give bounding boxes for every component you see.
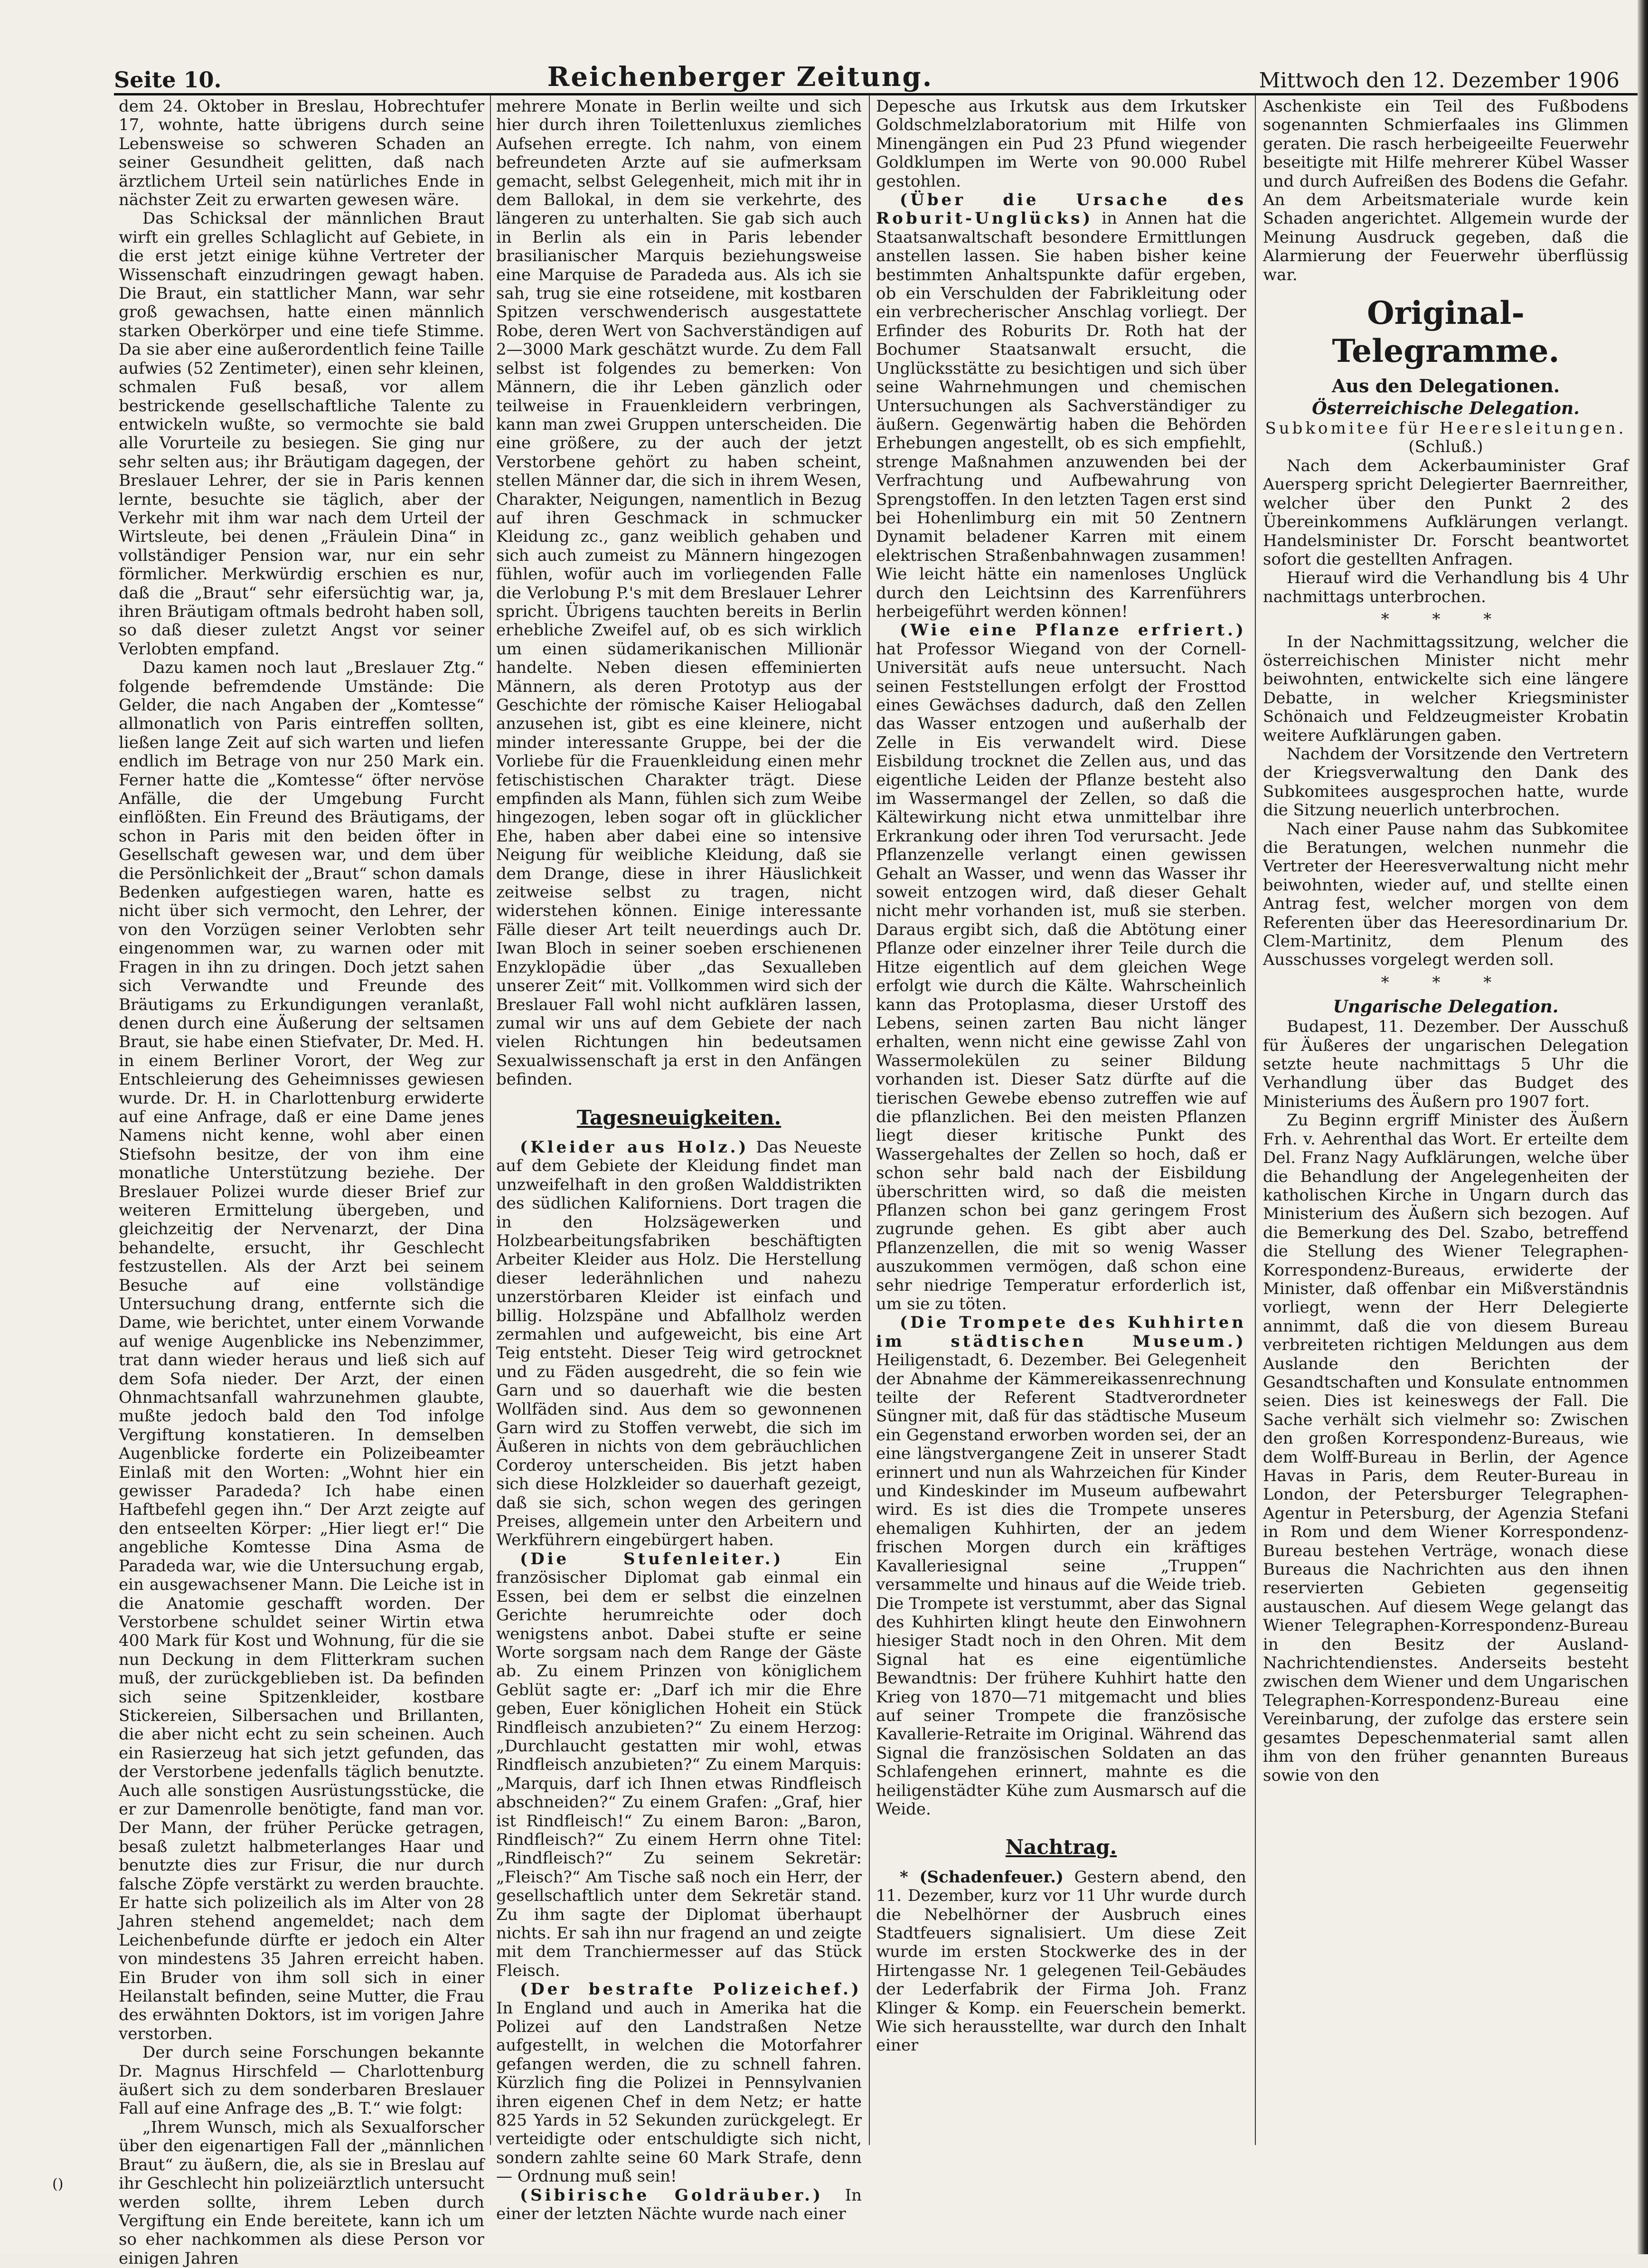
item-text: In England und auch in Amerika hat die Polizei auf den Landstraßen Netze aufgestellt, in welchen die Motorfahrer gefangen werden, die zu schnell fahren. Kürzlich fing die Polizei in Pennsylvanien ihren eigenen Chef in dem Netz; er hatte 825 Yards in 52 Sekunden zurückgelegt. Er verteidigte oder entschuldigte sich nicht, sondern zahlte seine 60 Mark Strafe, denn — Ordnung muß sein! [496, 1998, 862, 2186]
subheading-ungarische-delegation: Ungarische Delegation. [1333, 997, 1559, 1017]
item-text: Gestern abend, den 11. Dezember, kurz vor 11 Uhr wurde durch die Nebelhörner der Ausbruch eines Stadtfeuers signalisiert. Um diese Zeit wurde im ersten Stockwerke des in der Hirtengasse Nr. 1 gelegenen Teil-Gebäudes der Lederfabrik der Firma Joh. Franz Klinger & Komp. ein Feuerschein bemerkt. Wie sich herausstellte, war durch den Inhalt einer [876, 1867, 1246, 2055]
column-divider [869, 95, 870, 2145]
article-paragraph: „Ihrem Wunsch, mich als Sexualforscher über den eigenartigen Fall der „männlichen Braut“ zu äußern, die, als sie in Breslau auf ihr Geschlecht hin polizeiärztlich untersucht werden sollte, ihrem Leben durch Vergiftung ein Ende bereitete, kann ich um so eher nachkommen als diese Person vor einigen Jahren [119, 2117, 484, 2268]
section-heading-tagesneuigkeiten: Tagesneuigkeiten. [576, 1106, 782, 1129]
page-number: Seite 10. [114, 67, 222, 93]
column-2 [496, 97, 862, 2224]
subheading-delegationen: Aus den Delegationen. [1331, 375, 1560, 397]
article-paragraph: Nach dem Ackerbauminister Graf Auersperg spricht Delegierter Baernreither, welcher über den Punkt 2 des Übereinkommens Aufklärungen verlangt. Handelsminister Dr. Forscht beantwortet sofort die gestellten Anfragen. [1263, 456, 1629, 569]
issue-date: Mittwoch den 12. Dezember 1906 [1259, 68, 1620, 93]
column-1 [119, 97, 484, 2268]
subheading-oesterreichische-delegation: Österreichische Delegation. [1312, 398, 1580, 419]
article-paragraph: mehrere Monate in Berlin weilte und sich hier durch ihren Toilettenluxus ziemliches Aufsehen erregte. Ich nahm, von einem befreundeten Arzte auf sie aufmerksam gemacht, selbst Gelegenheit, mich mit ihr in dem Ballokal, in dem sie verkehrte, des längeren zu unterhalten. Sie gab sich auch in Berlin als ein in Paris lebender brasilianischer Marquis beziehungsweise eine Marquise de Paradeda aus. Als ich sie sah, trug sie eine rotseidene, mit kostbaren Spitzen verschwenderisch ausgestattete Robe, deren Wert von Sachverständigen auf 2—3000 Mark geschätzt wurde. Zu dem Fall selbst ist folgendes zu bemerken: Von Männern, die ihr Leben gänzlich oder teilweise in Frauenkleidern verbringen, kann man zwei Gruppen unterscheiden. Die eine größere, zu der auch der jetzt Verstorbene gehört zu haben scheint, stellen Männer dar, die sich in ihrem Wesen, Charakter, Neigungen, namentlich in Bezug auf ihren Geschmack in schmucker Kleidung zc., ganz weiblich gehaben und sich auch zumeist zu Männern hingezogen fühlen, wofür auch im vorliegenden Falle die Verlobung P.'s mit dem Breslauer Lehrer spricht. Übrigens tauchten bereits in Berlin erhebliche Zweifel auf, ob es sich wirklich um einen südamerikanischen Millionär handelte. Neben diesen effeminierten Männern, als deren Prototyp aus der Geschichte der römische Kaiser Heliogabal anzusehen ist, gibt es eine kleinere, nicht minder interessante Gruppe, bei der die Vorliebe für die Frauenkleidung einen mehr fetischistischen Charakter trägt. Diese empfinden als Mann, fühlen sich zum Weibe hingezogen, leben sogar oft in glücklicher Ehe, haben aber dabei eine so intensive Neigung für weibliche Kleidung, daß sie dem Drange, diese in ihrer Häuslichkeit zeitweise selbst zu tragen, nicht widerstehen können. Einige interessante Fälle dieser Art teilt neuerdings auch Dr. Iwan Bloch in seiner soeben erschienenen Enzyklopädie über „das Sexualleben unserer Zeit“ mit. Vollkommen wird sich der Breslauer Fall wohl nicht aufklären lassen, zumal wir uns auf dem Gebiete der nach vielen Richtungen hin bedeutsamen Sexualwissenschaft ja erst in den Anfängen befinden. [496, 97, 862, 1089]
article-paragraph: Zu Beginn ergriff Minister des Äußern Frh. v. Aehrenthal das Wort. Er erteilte dem Del. Franz Nagy Aufklärungen, welche über die Behandlung der Angelegenheiten der katholischen Kirche in Ungarn durch das Ministerium des Äußern sich bezogen. Auf die Bemerkung des Del. Szabo, betreffend die Stellung des Wiener Telegraphen-Korrespondenz-Bureaus, erwiderte der Minister, daß offenbar ein Mißverständnis vorliegt, wenn der Herr Delegierte annimmt, daß die von diesem Bureau verbreiteten richtigen Meldungen aus dem Auslande den Berichten der Gesandtschaften und Konsulate entnommen seien. Dies ist keineswegs der Fall. Die Sache verhält sich vielmehr so: Zwischen den großen Korrespondenz-Bureaus, wie dem Wolff-Bureau in Berlin, der Agence Havas in Paris, dem Reuter-Bureau in London, der Petersburger Telegraphen-Agentur in Petersburg, der Agenzia Stefani in Rom und dem Wiener Korrespondenz-Bureau bestehen Verträge, wonach diese Bureaus die Nachrichten aus den ihnen reservierten Gebieten gegenseitig austauschen. Auf diesem Wege gelangt das Wiener Telegraphen-Korrespondenz-Bureau in den Besitz der Ausland-Nachrichtendienstes. Anderseits besteht zwischen dem Wiener und dem Ungarischen Telegraphen-Korrespondenz-Bureau eine Vereinbarung, der zufolge das erstere sein gesamtes Depeschenmaterial samt allen ihm von den früher genannten Bureaus sowie von den [1263, 1111, 1629, 1785]
section-heading-nachtrag: Nachtrag. [1005, 1835, 1117, 1859]
page-header [114, 55, 1620, 93]
item-text: hat Professor Wiegand von der Cornell-Universität aufs neue untersucht. Nach seinen Feststellungen erfolgt der Frosttod eines Gewächses dadurch, daß den Zellen das Wasser entzogen und außerhalb der Zelle in Eis verwandelt wird. Diese Eisbildung trocknet die Zellen aus, und das eigentliche Leiden der Pflanze besteht also im Wassermangel der Zellen, so daß die Kältewirkung nicht etwa unmittelbar ihre Erkrankung oder ihren Tod verursacht. Jede Pflanzenzelle verlangt einen gewissen Gehalt an Wasser, und wenn das Wasser ihr soweit entzogen wird, daß dieser Gehalt nicht mehr vorhanden ist, muß sie sterben. Daraus ergibt sich, daß die Abtötung einer Pflanze oder einzelner ihrer Teile durch die Hitze eigentlich auf dem gleichen Wege erfolgt wie durch die Kälte. Wahrscheinlich kann das Protoplasma, dieser Urstoff des Lebens, seinen zarten Bau nicht länger erhalten, wenn nicht eine gewisse Zahl von Wassermolekülen zu seiner Bildung vorhanden ist. Dieser Satz dürfte auf die tierischen Gewebe ebenso zutreffen wie auf die pflanzlichen. Bei den meisten Pflanzen liegt dieser kritische Punkt des Wassergehaltes der Zellen so hoch, daß er schon sehr bald nach der Eisbildung überschritten wird, so daß die meisten Pflanzen schon bei ganz geringem Frost zugrunde gehen. Es gibt aber auch Pflanzenzellen, die mit so wenig Wasser auszukommen vermögen, daß schon eine sehr niedrige Temperatur erforderlich ist, um sie zu töten. [876, 639, 1246, 1314]
article-paragraph: Aschenkiste ein Teil des Fußbodens sogenannten Schmierfaales ins Glimmen geraten. Die rasch herbeigeeilte Feuerwehr beseitigte mit Hilfe mehrerer Kübel Wasser und durch Aufreißen des Bodens die Gefahr. An dem Arbeitsmateriale wurde kein Schaden angerichtet. Allgemein wurde der Meinung Ausdruck gegeben, daß die Alarmierung der Feuerwehr überflüssig war. [1263, 97, 1629, 284]
column-3 [876, 97, 1246, 2145]
article-paragraph: In der Nachmittagssitzung, welcher die österreichischen Minister nicht mehr beiwohnten, entwickelte sich eine längere Debatte, in welcher Kriegsminister Schönaich und Feldzeugmeister Krobatin weitere Aufklärungen gaben. [1263, 632, 1629, 745]
separator-stars: * * * [1381, 973, 1511, 992]
article-paragraph: Der durch seine Forschungen bekannte Dr. Magnus Hirschfeld — Charlottenburg äußert sich zu dem sonderbaren Breslauer Fall auf eine Anfrage des „B. T.“ wie folgt: [119, 2043, 484, 2118]
article-paragraph: dem 24. Oktober in Breslau, Hobrechtufer 17, wohnte, hatte übrigens durch seine Lebensweise so schweren Schaden an seiner Gesundheit gelitten, daß nach ärztlichem Urteil sein natürliches Ende in nächster Zeit zu erwarten gewesen wäre. [119, 97, 484, 210]
separator-stars: * * * [1381, 610, 1511, 629]
footer-mark: () [52, 2176, 64, 2192]
schluss-label: (Schluß.) [1408, 437, 1483, 457]
column-divider [1255, 95, 1256, 2145]
item-title: (Die Trompete des Kuhhirten im städtischen Museum.) [876, 1313, 1246, 1351]
masthead: Reichenberger Zeitung. [547, 61, 933, 93]
item-text: In einer der letzten Nächte wurde nach einer [496, 2185, 862, 2224]
item-title: (Die Stufenleiter.) [520, 1549, 784, 1569]
column-divider [490, 95, 491, 2145]
item-title: (Der bestrafte Polizeichef.) [520, 1980, 862, 1999]
article-paragraph: Budapest, 11. Dezember. Der Ausschuß für Äußeres der ungarischen Delegation setzte heute nachmittags 5 Uhr die Verhandlung über das Budget des Ministeriums des Äußern pro 1907 fort. [1263, 1017, 1629, 1111]
heading-original-telegramme: Original-Telegramme. [1332, 294, 1560, 370]
column-4 [1263, 97, 1629, 2145]
item-title: (Kleider aus Holz.) [520, 1137, 749, 1157]
article-paragraph: Hierauf wird die Verhandlung bis 4 Uhr nachmittags unterbrochen. [1263, 568, 1629, 606]
article-paragraph: Depesche aus Irkutsk aus dem Irkutsker Goldschmelzlaboratorium mit Hilfe von Minengängen ein Pud 23 Pfund wiegender Goldklumpen im Werte von 90.000 Rubel gestohlen. [876, 97, 1246, 191]
item-title: * (Schadenfeuer.) [900, 1867, 1064, 1887]
item-text: Ein französischer Diplomat gab einmal ein Essen, bei dem er selbst die einzelnen Gerichte herumreichte oder doch wenigstens anbot. Dabei stufte er seine Worte sorgsam nach dem Range der Gäste ab. Zu einem Prinzen von königlichem Geblüt sagte er: „Darf ich mir die Ehre geben, Euer königlichen Hoheit ein Stück Rindfleisch anzubieten?“ Zu einem Herzog: „Durchlaucht gestatten mir wohl, etwas Rindfleisch anzubieten?“ Zu einem Marquis: „Marquis, darf ich Ihnen etwas Rindfleisch abschneiden?“ Zu einem Grafen: „Graf, hier ist Rindfleisch!“ Zu einem Baron: „Baron, Rindfleisch?“ Zu einem Herrn ohne Titel: „Rindfleisch?“ Zu seinem Sekretär: „Fleisch?“ Am Tische saß noch ein Herr, der gesellschaftlich unter dem Sekretär stand. Zu ihm sagte der Diplomat überhaupt nichts. Er sah ihn nur fragend an und zeigte mit dem Tranchiermesser auf das Stück Fleisch. [496, 1549, 862, 1980]
subheading-subkomitee: Subkomitee für Heeresleitungen. [1265, 419, 1627, 438]
article-paragraph: Das Schicksal der männlichen Braut wirft ein grelles Schlaglicht auf Gebiete, in die erst jetzt einige kühne Vertreter der Wissenschaft einzudringen gewagt haben. Die Braut, ein stattlicher Mann, war sehr groß gewachsen, hatte einen männlich starken Oberkörper und eine tiefe Stimme. Da sie aber eine außerordentlich feine Taille aufwies (52 Zentimeter), einen sehr kleinen, schmalen Fuß besaß, vor allem bestrickende gesellschaftliche Talente zu entwickeln wußte, so vermochte sie bald alle Vorurteile zu besiegen. Sie ging nur sehr selten aus; ihr Bräutigam dagegen, der Breslauer Lehrer, der sie in Paris kennen lernte, besuchte sie täglich, aber der Verkehr mit ihm war nach dem Urteil der Wirtsleute, bei denen „Fräulein Dina“ in vollständiger Pension war, nur ein sehr förmlicher. Merkwürdig erschien es nur, daß die „Braut“ sehr eifersüchtig war, ja, ihren Bräutigam oftmals bedroht haben soll, so daß dieser zuletzt Angst vor seiner Verlobten empfand. [119, 209, 484, 659]
article-paragraph: Nachdem der Vorsitzende den Vertretern der Kriegsverwaltung den Dank des Subkomitees ausgesprochen hatte, wurde die Sitzung neuerlich unterbrochen. [1263, 744, 1629, 820]
item-title: (Über die Ursache des Roburit-Unglücks) [876, 190, 1246, 228]
item-text: Das Neueste auf dem Gebiete der Kleidung findet man unzweifelhaft in den großen Walddistrikten des südlichen Kaliforniens. Dort tragen die in den Holzsägewerken und Holzbearbeitungsfabriken beschäftigten Arbeiter Kleider aus Holz. Die Herstellung dieser lederähnlichen und nahezu unzerstörbaren Kleider ist einfach und billig. Holzspäne und Abfallholz werden zermahlen und aufgeweicht, bis eine Art Teig entsteht. Dieser Teig wird getrocknet und zu Fäden ausgedreht, die so fein wie Garn und so dauerhaft wie die besten Wollfäden sind. Aus dem so gewonnenen Garn wird zu Stoffen verwebt, die sich im Äußeren in nichts von dem gebräuchlichen Corderoy unterscheiden. Bis jetzt haben sich diese Holzkleider so dauerhaft gezeigt, daß sie sich, schon wegen des geringen Preises, allgemein unter den Arbeitern und Werkführern eingebürgert haben. [496, 1137, 862, 1550]
article-paragraph: Dazu kamen noch laut „Breslauer Ztg.“ folgende befremdende Umstände: Die Gelder, die nach Angaben der „Komtesse“ allmonatlich von Paris eintreffen sollten, ließen lange Zeit auf sich warten und liefen endlich im Betrage von nur 250 Mark ein. Ferner hatte die „Komtesse“ öfter nervöse Anfälle, die der Umgebung Furcht einflößten. Ein Freund des Bräutigams, der schon in Paris mit den beiden öfter in Gesellschaft gewesen war, und dem über die Persönlichkeit der „Braut“ schon damals Bedenken aufgestiegen waren, hatte es nicht über sich vermocht, den Lehrer, der von den Vorzügen seiner Verlobten sehr eingenommen war, zu warnen oder mit Fragen in ihn zu dringen. Doch jetzt sahen sich Verwandte und Freunde des Bräutigams zu Erkundigungen veranlaßt, denen durch eine Äußerung der seltsamen Braut, sie habe einen Stiefvater, Dr. Med. H. in einem Berliner Vorort, der Weg zur Entschleierung des Geheimnisses gewiesen wurde. Dr. H. in Charlottenburg erwiderte auf eine Anfrage, daß er eine Dame jenes Namens nicht kenne, wohl aber einen Stiefsohn besitze, der von ihm eine monatliche Unterstützung beziehe. Der Breslauer Polizei wurde dieser Brief zur weiteren Ermittelung übergeben, und gleichzeitig der Nervenarzt, der Dina behandelte, ersucht, ihr Geschlecht festzustellen. Als der Arzt bei seinem Besuche auf eine vollständige Untersuchung drang, entfernte sich die Dame, wie berichtet, unter einem Vorwande auf wenige Augenblicke ins Nebenzimmer, trat dann wieder heraus und ließ sich auf dem Sofa nieder. Der Arzt, der einen Ohnmachtsanfall wahrzunehmen glaubte, mußte jedoch bald den Tod infolge Vergiftung konstatieren. In demselben Augenblicke forderte ein Polizeibeamter Einlaß mit den Worten: „Wohnt hier ein gewisser Paradeda? Ich habe einen Haftbefehl gegen ihn.“ Der Arzt zeigte auf den entseelten Körper: „Hier liegt er!“ Die angebliche Komtesse Dina Asma de Paradeda war, wie die Untersuchung ergab, ein ausgewachsener Mann. Die Leiche ist in die Anatomie geschafft worden. Der Verstorbene schuldet seiner Wirtin etwa 400 Mark für Kost und Wohnung, für die sie nun Deckung in dem Flitterkram suchen muß, der zurückgeblieben ist. Da befinden sich seine Spitzenkleider, kostbare Stickereien, Silbersachen und Brillanten, die aber nicht echt zu sein scheinen. Auch ein Rasierzeug hat sich jetzt gefunden, das der Verstorbene jedenfalls täglich benutzte. Auch alle sonstigen Ausrüstungsstücke, die er zur Damenrolle benötigte, fand man vor. Der Mann, der früher Perücke getragen, besaß zuletzt halbmeterlanges Haar und benutzte dies zur Frisur, die nur durch falsche Zöpfe verstärkt zu werden brauchte. Er hatte sich polizeilich als im Alter von 28 Jahren stehend angemeldet; nach dem Leichenbefunde dürfte er jedoch ein Alter von mindestens 35 Jahren erreicht haben. Ein Bruder von ihm soll sich in einer Heilanstalt befinden, seine Mutter, die Frau des erwähnten Doktors, ist im vorigen Jahre verstorben. [119, 658, 484, 2043]
article-paragraph: Nach einer Pause nahm das Subkomitee die Beratungen, welchen nunmehr die Vertreter der Heeresverwaltung nicht mehr beiwohnten, wieder auf, und stellte einen Antrag fest, welcher morgen von dem Referenten über das Heeresordinarium Dr. Clem-Martinitz, dem Plenum des Ausschusses vorgelegt werden soll. [1263, 819, 1629, 970]
header-rule [114, 93, 1639, 95]
item-title: (Sibirische Goldräuber.) [520, 2185, 824, 2205]
scan-edge-shadow [1638, 0, 1648, 2254]
item-text: in Annen hat die Staatsanwaltschaft besondere Ermittlungen anstellen lassen. Sie haben bisher keine bestimmten Anhaltspunkte dafür ergeben, ob ein Verschulden der Fabrikleitung oder ein verbrecherischer Anschlag vorliegt. Der Erfinder des Roburits Dr. Roth hat der Bochumer Staatsanwalt ersucht, die Unglücksstätte zu besichtigen und sich über seine Wahrnehmungen und chemischen Untersuchungen als Sachverständiger zu äußern. Gegenwärtig haben die Behörden Erhebungen angestellt, ob es sich empfiehlt, strenge Maßnahmen anzuwenden bei der Verfrachtung und Aufbewahrung von Sprengstoffen. In den letzten Tagen erst sind bei Hohenlimburg ein mit 50 Zentnern Dynamit beladener Karren mit einem elektrischen Straßenbahnwagen zusammen! Wie leicht hätte ein namenloses Unglück durch den Leichtsinn des Karrenführers herbeigeführt werden können! [876, 209, 1246, 621]
item-title: (Wie eine Pflanze erfriert.) [900, 621, 1246, 640]
item-text: Heiligenstadt, 6. Dezember. Bei Gelegenheit der Abnahme der Kämmereikassenrechnung teilte der Referent Stadtverordneter Süngner mit, daß für das städtische Museum ein Gegenstand erworben worden sei, der an eine längstvergangene Zeit in unserer Stadt erinnert und nun als Wahrzeichen für Kinder und Kindeskinder im Museum aufbewahrt wird. Es ist dies die Trompete unseres ehemaligen Kuhhirten, der an jedem frischen Morgen durch ein kräftiges Kavalleriesignal seine „Truppen“ versammelte und hinaus auf die Weide trieb. Die Trompete ist verstummt, aber das Signal des Kuhhirten klingt heute den Einwohnern hiesiger Stadt noch in den Ohren. Mit dem Signal hat es eine eigentümliche Bewandtnis: Der frühere Kuhhirt hatte den Krieg von 1870—71 mitgemacht und blies auf seiner Trompete die französische Kavallerie-Retraite im Original. Während das Signal die französischen Soldaten an das Schlafengehen erinnert, mahnte es die heiligenstädter Kühe zum Ausmarsch auf die Weide. [876, 1351, 1246, 1819]
